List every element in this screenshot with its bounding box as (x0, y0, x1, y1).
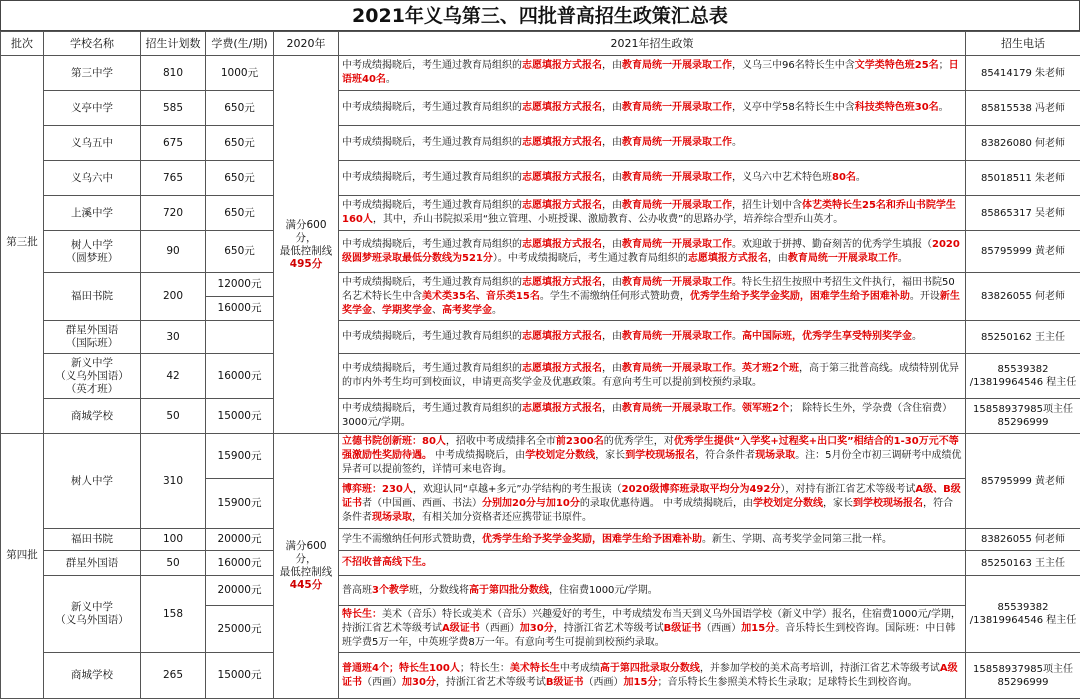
tuition-fee: 650元 (206, 91, 274, 126)
policy-segment: 美术（音乐）特长或美术（音乐）兴趣爱好的考生，中考成绩发布当天到义乌外国语学校（新义中学）报名，住宿费1000元/学期，持浙江省艺术等级考试 (342, 609, 961, 634)
policy-segment: ，并参加学校的美术高考培训，持浙江省艺术等级考试 (700, 663, 940, 674)
policy-highlight: 志愿填报方式报名 (522, 172, 602, 183)
min-score: 445分 (276, 579, 336, 592)
policy-highlight: 80名 (832, 172, 856, 183)
policy-segment: 中考成绩揭晓后，考生通过教育局组织的 (342, 403, 522, 414)
policy-highlight: 志愿填报方式报名 (522, 403, 602, 414)
enrollment-plan: 100 (141, 529, 206, 551)
policy-segment: ，持浙江省艺术等级考试 (554, 623, 664, 634)
policy-highlight: 教育局统一开展录取工作 (622, 200, 732, 211)
policy-segment: ）。中考成绩揭晓后，考生通过教育局组织的 (493, 253, 688, 264)
phone-line: 85815538 冯老师 (981, 103, 1065, 114)
phone (966, 273, 1080, 321)
phone-line: 85296999 (998, 417, 1049, 428)
policy-text (339, 399, 966, 434)
policy-segment: 中考成绩揭晓后，考生通过教育局组织的 (342, 172, 522, 183)
tuition-fee: 15000元 (206, 399, 274, 434)
policy-highlight: 教育局统一开展录取工作 (622, 60, 732, 71)
policy-segment: ，由 (602, 102, 622, 113)
policy-segment: 普高班 (342, 585, 372, 596)
policy-highlight: 加15分 (624, 677, 658, 688)
policy-highlight: 前2300名 (556, 436, 604, 447)
policy-highlight: 到学校现场报名 (853, 498, 923, 509)
policy-highlight: 高于第四批录取分数线 (600, 663, 700, 674)
enrollment-plan: 265 (141, 653, 206, 699)
phone-line: /13819964546 程主任 (970, 615, 1077, 626)
school-name (44, 321, 141, 354)
school-name-line: 群星外国语 (46, 324, 138, 337)
school-name-line: 义乌五中 (46, 137, 138, 150)
phone-line: 85414179 朱老师 (981, 68, 1065, 79)
min-line-text: 满分600分， (285, 219, 326, 244)
policy-segment: 。欢迎敢于拼搏、勤奋刻苦的优秀学生填报（ (732, 239, 932, 250)
policy-segment: ，有相关加分资格者还应携带证书原件。 (412, 512, 592, 523)
policy-highlight: 教育局统一开展录取工作 (788, 253, 898, 264)
policy-segment: ，持浙江省艺术等级考试 (436, 677, 546, 688)
policy-segment: ，高于第三批普高线。成绩特别优异的市内外考生均可到校面议，申请更高奖学金及优惠政策。有意向考生可以提前到校预约录取。 (342, 363, 959, 388)
policy-highlight: 教育局统一开展录取工作 (622, 137, 732, 148)
policy-highlight: 教育局统一开展录取工作 (622, 239, 732, 250)
school-name-line: 福田书院 (46, 290, 138, 303)
policy-highlight: A级证书 (342, 663, 958, 688)
policy-highlight: 现场录取 (755, 450, 795, 461)
school-name-line: 义亭中学 (46, 102, 138, 115)
policy-segment: （西画） (362, 677, 402, 688)
tuition-fee: 16000元 (206, 297, 274, 321)
policy-segment: 中考成绩揭晓后，考生通过教育局组织的 (342, 60, 522, 71)
school-name-line: 第三中学 (46, 67, 138, 80)
policy-highlight: 英才班2个班 (742, 363, 799, 374)
school-name-line: 上溪中学 (46, 207, 138, 220)
school-name (44, 273, 141, 321)
policy-segment: ，其中，乔山书院拟采用“独立管理、小班授课、激励教育、公办收费”的思路办学，培养综合型乔山英才。 (373, 214, 843, 225)
min-line-text: 最低控制线 (280, 245, 333, 257)
tuition-fee: 15900元 (206, 434, 274, 479)
policy-highlight: 2020级圆梦班录取最低分数线为521分 (342, 239, 960, 264)
policy-text (339, 56, 966, 91)
tuition-fee: 15000元 (206, 653, 274, 699)
policy-text (339, 91, 966, 126)
phone-line: 83826055 何老师 (981, 291, 1065, 302)
policy-highlight: 美术类35名、音乐类15名 (422, 291, 540, 302)
table-row (1, 399, 1080, 434)
policy-highlight: 日语班40名 (342, 60, 959, 85)
school-name-line: 福田书院 (46, 533, 138, 546)
header-school: 学校名称 (44, 32, 141, 56)
policy-highlight: B级证书 (664, 623, 702, 634)
policy-highlight: 高中国际班，优秀学生享受特别奖学金 (742, 331, 912, 342)
policy-highlight: 学校划定分数线 (753, 498, 823, 509)
school-name-line: （英才班） (46, 383, 138, 396)
policy-highlight: 普通班4个；特长生100人 (342, 663, 460, 674)
policy-segment: 中考成绩揭晓后，考生通过教育局组织的 (342, 239, 522, 250)
policy-segment: ； (939, 60, 949, 71)
tuition-fee: 650元 (206, 231, 274, 273)
policy-highlight: 优秀学生提供“入学奖+过程奖+出口奖”相结合的1-30万元不等强激励性奖励待遇。 (342, 436, 959, 461)
policy-highlight: 2020级博弈班录取平均分为492分 (622, 484, 781, 495)
enrollment-plan: 675 (141, 126, 206, 161)
policy-highlight: 志愿填报方式报名 (522, 60, 602, 71)
policy-text (339, 126, 966, 161)
school-name-line: 群星外国语 (46, 557, 138, 570)
policy-segment: ，欢迎认同“卓越+多元”办学结构的考生报读（ (413, 484, 622, 495)
tuition-fee: 650元 (206, 196, 274, 231)
policy-highlight: 志愿填报方式报名 (522, 102, 602, 113)
enrollment-plan: 765 (141, 161, 206, 196)
policy-segment: ；特长生： (460, 663, 510, 674)
phone-line: 83826080 何老师 (981, 138, 1065, 149)
school-name (44, 653, 141, 699)
tuition-fee: 1000元 (206, 56, 274, 91)
policy-segment: ，由 (602, 277, 622, 288)
policy-text (339, 576, 966, 606)
enrollment-plan: 50 (141, 551, 206, 576)
policy-highlight: 不招收普高线下生。 (342, 557, 432, 568)
policy-segment: 中考成绩揭晓后，考生通过教育局组织的 (342, 363, 522, 374)
policy-text (339, 529, 966, 551)
phone (966, 91, 1080, 126)
enrollment-plan: 310 (141, 434, 206, 529)
school-name-line: 义乌六中 (46, 172, 138, 185)
phone (966, 126, 1080, 161)
header-phone: 招生电话 (966, 32, 1080, 56)
policy-highlight: 到学校现场报名 (625, 450, 695, 461)
phone-line: 83826055 何老师 (981, 534, 1065, 545)
policy-segment: （西画） (701, 623, 741, 634)
enrollment-plan: 90 (141, 231, 206, 273)
policy-highlight: 志愿填报方式报名 (522, 277, 602, 288)
policy-segment: ，家长 (595, 450, 625, 461)
policy-segment: ，义乌六中艺术特色班 (732, 172, 832, 183)
policy-highlight: 教育局统一开展录取工作 (622, 172, 732, 183)
table-row (1, 273, 1080, 297)
header-policy-2021: 2021年招生政策 (339, 32, 966, 56)
policy-segment: 。音乐特长生到校咨询。国际班：中日韩班学费5万一年，中英班学费8万一年。有意向考生可提前到校预约录取。 (342, 623, 955, 648)
policy-segment: 中考成绩揭晓后，考生通过教育局组织的 (342, 200, 522, 211)
policy-highlight: 教育局统一开展录取工作 (622, 331, 732, 342)
policy-segment: ，由 (602, 137, 622, 148)
policy-segment: ，义亭中学58名特长生中含 (732, 102, 855, 113)
school-name (44, 354, 141, 399)
policy-highlight: B级证书 (546, 677, 584, 688)
policy-highlight: 教育局统一开展录取工作 (622, 102, 732, 113)
policy-highlight: 新生奖学金 (342, 291, 960, 316)
table-row (1, 126, 1080, 161)
policy-segment: 班，分数线将 (409, 585, 469, 596)
policy-highlight: 志愿填报方式报名 (688, 253, 768, 264)
tuition-fee (206, 321, 274, 354)
school-name (44, 126, 141, 161)
school-name-line: （国际班） (46, 337, 138, 350)
phone (966, 576, 1080, 653)
policy-highlight: 领军班2个 (742, 403, 789, 414)
school-name-line: 新义中学 (46, 601, 138, 614)
school-name-line: 新义中学 (46, 357, 138, 370)
school-name (44, 231, 141, 273)
policy-segment: 。 (856, 172, 866, 183)
policy-highlight: 学期奖学金 (382, 305, 432, 316)
school-name (44, 196, 141, 231)
phone (966, 529, 1080, 551)
phone-line: /13819964546 程主任 (970, 377, 1077, 388)
policy-segment: 者（中国画、西画、书法） (362, 498, 482, 509)
tuition-fee: 20000元 (206, 576, 274, 606)
policy-segment: ； 除特长生外，学杂费（含住宿费）3000元/学期。 (342, 403, 952, 428)
policy-highlight: 加15分 (741, 623, 775, 634)
policy-segment: ，符合条件者 (695, 450, 755, 461)
policy-highlight: 美术特长生 (510, 663, 560, 674)
policy-highlight: 志愿填报方式报名 (522, 363, 602, 374)
tuition-fee: 16000元 (206, 551, 274, 576)
tuition-fee: 16000元 (206, 354, 274, 399)
phone-line: 85539382 (998, 364, 1049, 375)
policy-highlight: 博弈班：230人 (342, 484, 413, 495)
enrollment-plan: 585 (141, 91, 206, 126)
school-name-line: 商城学校 (46, 410, 138, 423)
policy-table (0, 31, 1080, 699)
policy-segment: ，招生计划中含 (732, 200, 802, 211)
phone (966, 56, 1080, 91)
table-row (1, 551, 1080, 576)
policy-highlight: 立德书院创新班：80人 (342, 436, 446, 447)
school-name (44, 56, 141, 91)
min-line-text: 最低控制线 (280, 566, 333, 578)
policy-text (339, 606, 966, 653)
policy-segment: 。 (898, 253, 908, 264)
policy-highlight: 教育局统一开展录取工作 (622, 363, 732, 374)
header-plan: 招生计划数 (141, 32, 206, 56)
policy-segment: 、 (372, 305, 382, 316)
table-row (1, 354, 1080, 399)
policy-segment: ，家长 (823, 498, 853, 509)
phone-line: 85250162 王主任 (981, 332, 1065, 343)
policy-highlight: 志愿填报方式报名 (522, 331, 602, 342)
table-row (1, 576, 1080, 606)
enrollment-plan: 200 (141, 273, 206, 321)
school-name-line: （义乌外国语） (46, 370, 138, 383)
table-row (1, 653, 1080, 699)
policy-segment: ，由 (602, 60, 622, 71)
policy-highlight: 高于第四批分数线 (469, 585, 549, 596)
policy-highlight: 现场录取 (372, 512, 412, 523)
enrollment-plan: 720 (141, 196, 206, 231)
policy-segment: 的录取优惠待遇。 中考成绩揭晓后，由 (580, 498, 753, 509)
school-name-line: 树人中学 (46, 239, 138, 252)
phone-line: 85865317 吴老师 (981, 208, 1065, 219)
policy-segment: 中考成绩揭晓后，考生通过教育局组织的 (342, 102, 522, 113)
policy-segment: ，由 (602, 363, 622, 374)
policy-segment: 。 (732, 363, 742, 374)
table-row (1, 56, 1080, 91)
policy-text (339, 321, 966, 354)
policy-text (339, 551, 966, 576)
policy-segment: 。 (732, 331, 742, 342)
school-name (44, 399, 141, 434)
phone-line: 85539382 (998, 602, 1049, 613)
policy-highlight: 3个教学 (372, 585, 409, 596)
phone (966, 354, 1080, 399)
policy-segment: 。 (939, 102, 949, 113)
enrollment-plan: 42 (141, 354, 206, 399)
policy-segment: 。开设 (910, 291, 940, 302)
policy-text (339, 434, 966, 479)
policy-highlight: 优秀学生给予奖学金奖励，困难学生给予困难补助 (482, 534, 702, 545)
policy-segment: ，招收中考成绩排名全市 (446, 436, 556, 447)
policy-highlight: 教育局统一开展录取工作 (622, 277, 732, 288)
policy-segment: 中考成绩揭晓后，考生通过教育局组织的 (342, 331, 522, 342)
tuition-fee: 650元 (206, 126, 274, 161)
school-name (44, 434, 141, 529)
policy-segment: 。 (732, 137, 742, 148)
phone-line: 85795999 黄老师 (981, 246, 1065, 257)
policy-segment: 。 (912, 331, 922, 342)
policy-segment: 。 (386, 74, 396, 85)
header-fee: 学费(生/期) (206, 32, 274, 56)
table-row (1, 529, 1080, 551)
tuition-fee: 12000元 (206, 273, 274, 297)
school-name (44, 161, 141, 196)
table-row (1, 91, 1080, 126)
school-name-line: 树人中学 (46, 475, 138, 488)
tuition-fee: 20000元 (206, 529, 274, 551)
enrollment-plan: 50 (141, 399, 206, 434)
policy-text (339, 161, 966, 196)
phone (966, 196, 1080, 231)
policy-highlight: 学校划定分数线 (525, 450, 595, 461)
enrollment-plan: 30 (141, 321, 206, 354)
policy-segment: ，由 (602, 239, 622, 250)
school-name-line: 商城学校 (46, 669, 138, 682)
table-row (1, 196, 1080, 231)
policy-text (339, 196, 966, 231)
policy-segment: 中考成绩揭晓后，考生通过教育局组织的 (342, 277, 522, 288)
table-row (1, 321, 1080, 354)
policy-highlight: 特长生： (342, 609, 382, 620)
min-score-2020 (274, 56, 339, 434)
school-name (44, 91, 141, 126)
policy-segment: 中考成绩揭晓后，由 (432, 450, 525, 461)
policy-highlight: 科技类特色班30名 (855, 102, 939, 113)
policy-segment: 。新生、学期、高考奖学金同第三批一样。 (702, 534, 892, 545)
policy-segment: ，符合条件者 (342, 498, 953, 523)
policy-highlight: 志愿填报方式报名 (522, 137, 602, 148)
phone-line: 85296999 (998, 677, 1049, 688)
school-name (44, 529, 141, 551)
phone-line: 85250163 王主任 (981, 558, 1065, 569)
tuition-fee: 650元 (206, 161, 274, 196)
page-title: 2021年义乌第三、四批普高招生政策汇总表 (0, 0, 1080, 31)
table-row (1, 161, 1080, 196)
phone-line: 15858937985项主任 (973, 404, 1073, 415)
policy-segment: ，住宿费1000元/学期。 (549, 585, 658, 596)
phone (966, 161, 1080, 196)
policy-segment: 中考成绩揭晓后，考生通过教育局组织的 (342, 137, 522, 148)
header-row (1, 32, 1080, 56)
header-batch: 批次 (1, 32, 44, 56)
policy-highlight: 体艺类特长生25名和乔山书院学生160人 (342, 200, 956, 225)
school-name (44, 576, 141, 653)
policy-segment: ），对持有浙江省艺术等级考试 (780, 484, 915, 495)
policy-highlight: 志愿填报方式报名 (522, 239, 602, 250)
policy-segment: 。特长生招生按照中考招生文件执行，福田书院50名艺术特长生中含 (342, 277, 955, 302)
policy-segment: ；音乐特长生参照美术特长生录取；足球特长生到校咨询。 (657, 677, 917, 688)
policy-highlight: 加30分 (520, 623, 554, 634)
policy-segment: ，义乌三中96名特长生中含 (732, 60, 855, 71)
policy-segment: 。 (492, 305, 502, 316)
policy-segment: ，由 (768, 253, 788, 264)
school-name-line: （圆梦班） (46, 252, 138, 265)
policy-segment: 。学生不需缴纳任何形式赞助费， (540, 291, 690, 302)
phone (966, 551, 1080, 576)
phone (966, 434, 1080, 529)
policy-segment: 、 (432, 305, 442, 316)
policy-segment: （西画） (480, 623, 520, 634)
policy-segment: ，由 (602, 200, 622, 211)
policy-text (339, 479, 966, 529)
policy-highlight: 优秀学生给予奖学金奖励，困难学生给予困难补助 (690, 291, 910, 302)
policy-segment: ，由 (602, 172, 622, 183)
school-name-line: （义乌外国语） (46, 614, 138, 627)
batch-label: 第三批 (1, 56, 44, 434)
header-2020: 2020年 (274, 32, 339, 56)
min-line-text: 满分600分， (285, 540, 326, 565)
policy-highlight: 加30分 (402, 677, 436, 688)
school-name (44, 551, 141, 576)
policy-highlight: A级证书 (442, 623, 480, 634)
policy-segment: 的优秀学生，对 (604, 436, 674, 447)
phone-line: 85795999 黄老师 (981, 476, 1065, 487)
policy-segment: ，由 (602, 331, 622, 342)
policy-text (339, 231, 966, 273)
tuition-fee: 15900元 (206, 479, 274, 529)
policy-segment: 中考成绩 (560, 663, 600, 674)
phone (966, 399, 1080, 434)
phone (966, 653, 1080, 699)
phone-line: 15858937985项主任 (973, 664, 1073, 675)
policy-segment: 。注：5月份全市初三调研考中成绩优异者可以提前签约，详情可来电咨询。 (342, 450, 962, 475)
policy-highlight: 教育局统一开展录取工作 (622, 403, 732, 414)
policy-highlight: 志愿填报方式报名 (522, 200, 602, 211)
policy-highlight: 高考奖学金 (442, 305, 492, 316)
batch-label: 第四批 (1, 434, 44, 699)
policy-highlight: 文学类特色班25名 (855, 60, 939, 71)
phone (966, 231, 1080, 273)
table-row (1, 231, 1080, 273)
min-score: 495分 (276, 258, 336, 271)
policy-text (339, 354, 966, 399)
policy-highlight: A级、B级证书 (342, 484, 961, 509)
phone-line: 85018511 朱老师 (981, 173, 1065, 184)
policy-text (339, 653, 966, 699)
policy-segment: （西画） (584, 677, 624, 688)
phone (966, 321, 1080, 354)
policy-segment: ，由 (602, 403, 622, 414)
policy-text (339, 273, 966, 321)
enrollment-plan: 810 (141, 56, 206, 91)
table-row (1, 434, 1080, 479)
policy-highlight: 分别加20分与加10分 (482, 498, 580, 509)
policy-segment: 。 (732, 403, 742, 414)
tuition-fee: 25000元 (206, 606, 274, 653)
policy-segment: 学生不需缴纳任何形式赞助费， (342, 534, 482, 545)
enrollment-plan: 158 (141, 576, 206, 653)
min-score-2020 (274, 434, 339, 699)
